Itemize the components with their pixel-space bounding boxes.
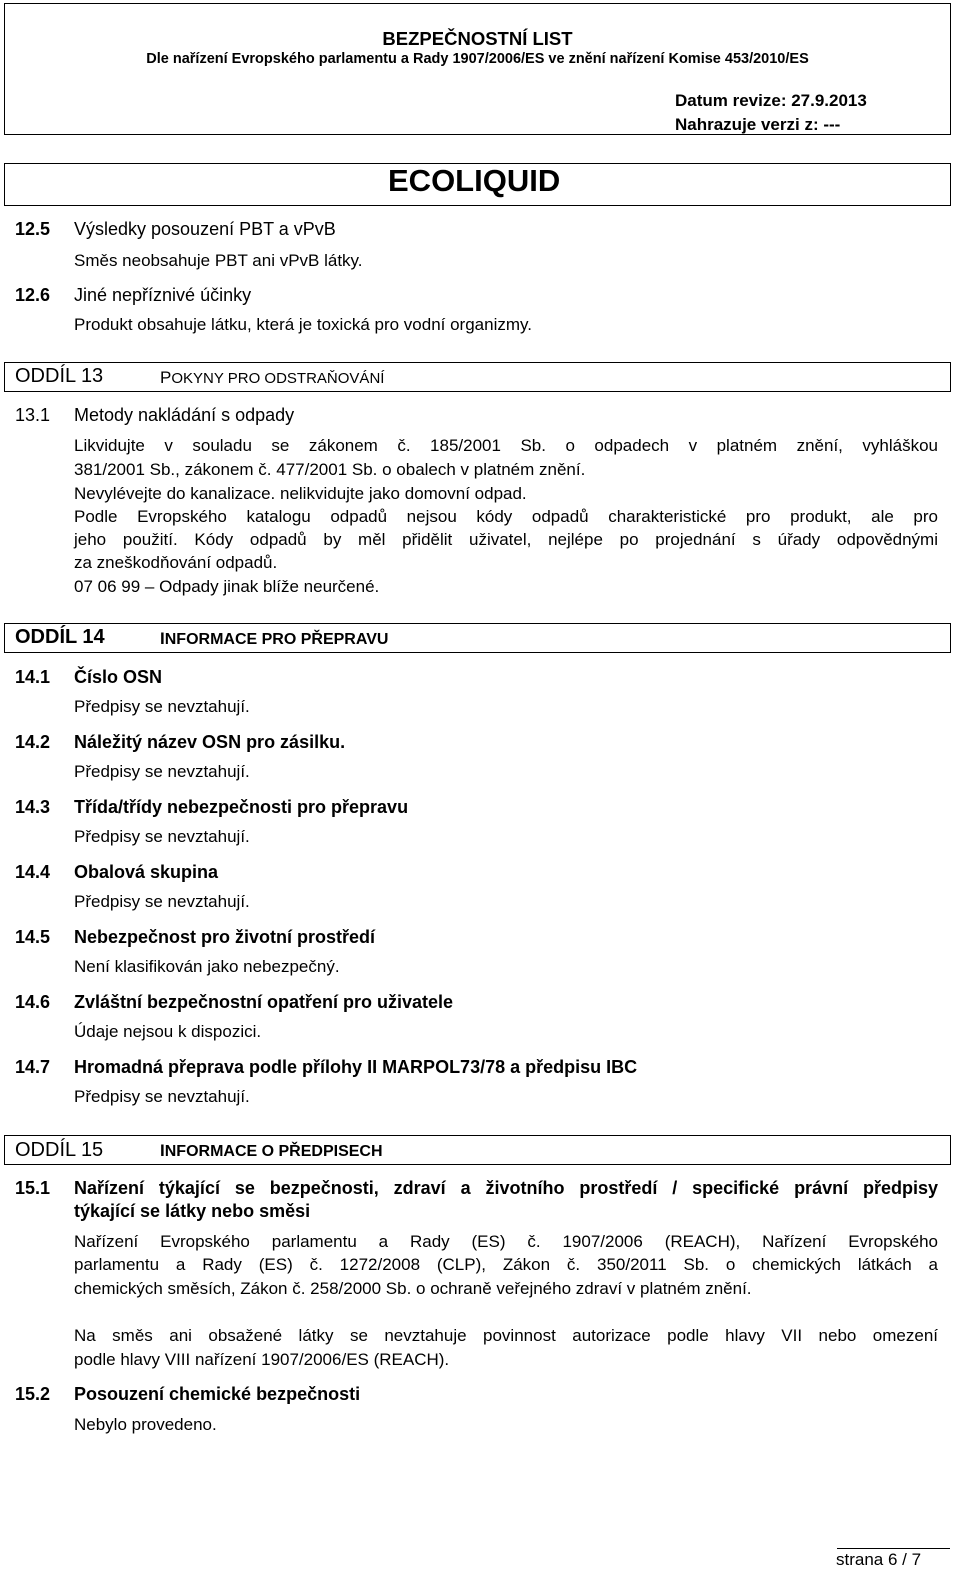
page-number: strana 6 / 7 [836,1550,922,1569]
authorisation-text-line: Na směs ani obsažené látky se nevztahuje povinnost autorizace podle hlavy VII nebo omezení [74,1326,938,1345]
subsection-text: Předpisy se nevztahují. [74,827,250,846]
subsection-text: Směs neobsahuje PBT ani vPvB látky. [74,251,363,270]
subsection-title: Hromadná přeprava podle přílohy II MARPOL73/78 a předpisu IBC [74,1057,638,1077]
section-15-title: INFORMACE O PŘEDPISECH [160,1141,383,1160]
subsection-title: Náležitý název OSN pro zásilku. [74,732,346,752]
subsection-title: týkající se látky nebo směsi [74,1201,311,1221]
section-15-number: ODDÍL 15 [15,1139,104,1161]
disposal-text-line: jeho použití. Kódy odpadů by měl přidělit uživatel, nejlépe po projednání s úřady odpovědnými [74,530,938,549]
disposal-text-line: Nevylévejte do kanalizace. nelikvidujte jako domovní odpad. [74,484,527,503]
subsection-text: Není klasifikován jako nebezpečný. [74,957,340,976]
subsection-title: Jiné nepříznivé účinky [74,285,252,305]
subsection-number: 14.7 [15,1057,51,1077]
section-14-number: ODDÍL 14 [15,626,105,648]
section-13-title: POKYNY PRO ODSTRAŇOVÁNÍ [160,368,385,387]
subsection-title: Třída/třídy nebezpečnosti pro přepravu [74,797,409,817]
regulation-text-line: parlamentu a Rady (ES) č. 1272/2008 (CLP), Zákon č. 350/2011 Sb. o chemických látkách a [74,1255,938,1274]
waste-code: 07 06 99 – Odpady jinak blíže neurčené. [74,577,380,596]
regulation-text-line: Nařízení Evropského parlamentu a Rady (ES) č. 1907/2006 (REACH), Nařízení Evropského [74,1232,938,1251]
disposal-text-line: za zneškodňování odpadů. [74,553,278,572]
subsection-title: Posouzení chemické bezpečnosti [74,1384,361,1404]
subsection-number: 14.2 [15,732,51,752]
subsection-text: Údaje nejsou k dispozici. [74,1022,262,1041]
disposal-text-line: Likvidujte v souladu se zákonem č. 185/2001 Sb. o odpadech v platném znění, vyhláškou [74,436,938,455]
footer-rule [837,1548,950,1549]
authorisation-text-line: podle hlavy VIII nařízení 1907/2006/ES (REACH). [74,1350,450,1369]
subsection-title: Nebezpečnost pro životní prostředí [74,927,376,947]
subsection-number: 14.5 [15,927,51,947]
product-name: ECOLIQUID [388,163,561,198]
subsection-number: 15.1 [15,1178,51,1198]
subsection-text: Předpisy se nevztahují. [74,697,250,716]
subsection-number: 13.1 [15,405,51,425]
subsection-number: 14.6 [15,992,51,1012]
subsection-title: Obalová skupina [74,862,219,882]
section-13-number: ODDÍL 13 [15,365,104,387]
section-14-title: INFORMACE PRO PŘEPRAVU [160,629,389,648]
subsection-number: 12.5 [15,219,51,239]
subsection-text: Předpisy se nevztahují. [74,892,250,911]
subsection-text: Nebylo provedeno. [74,1415,217,1434]
replaces-version: Nahrazuje verzi z: --- [675,115,841,134]
subsection-title: Číslo OSN [74,667,163,687]
regulation-subtitle: Dle nařízení Evropského parlamentu a Rady 1907/2006/ES ve znění nařízení Komise 453/2010/ES [146,51,809,67]
subsection-number: 14.4 [15,862,51,882]
section-15-bar [4,1135,951,1165]
disposal-text-line: 381/2001 Sb., zákonem č. 477/2001 Sb. o obalech v platném znění. [74,460,586,479]
revision-date: Datum revize: 27.9.2013 [675,91,867,110]
subsection-number: 14.1 [15,667,51,687]
subsection-number: 15.2 [15,1384,51,1404]
disposal-text-line: Podle Evropského katalogu odpadů nejsou kódy odpadů charakteristické pro produkt, ale pro [74,507,938,526]
subsection-number: 12.6 [15,285,51,305]
document-title: BEZPEČNOSTNÍ LIST [382,28,573,49]
subsection-title: Zvláštní bezpečnostní opatření pro uživatele [74,992,454,1012]
regulation-text-line: chemických směsích, Zákon č. 258/2000 Sb. o ochraně veřejného zdraví v platném znění. [74,1279,752,1298]
subsection-title: Výsledky posouzení PBT a vPvB [74,219,336,239]
subsection-text: Předpisy se nevztahují. [74,762,250,781]
subsection-title: Metody nakládání s odpady [74,405,295,425]
subsection-text: Předpisy se nevztahují. [74,1087,250,1106]
section-14-bar [4,623,951,653]
subsection-number: 14.3 [15,797,51,817]
section-13-bar [4,362,951,392]
subsection-title: Nařízení týkající se bezpečnosti, zdraví a životního prostředí / specifické právní předpisy [74,1178,938,1198]
subsection-text: Produkt obsahuje látku, která je toxická pro vodní organizmy. [74,315,532,334]
